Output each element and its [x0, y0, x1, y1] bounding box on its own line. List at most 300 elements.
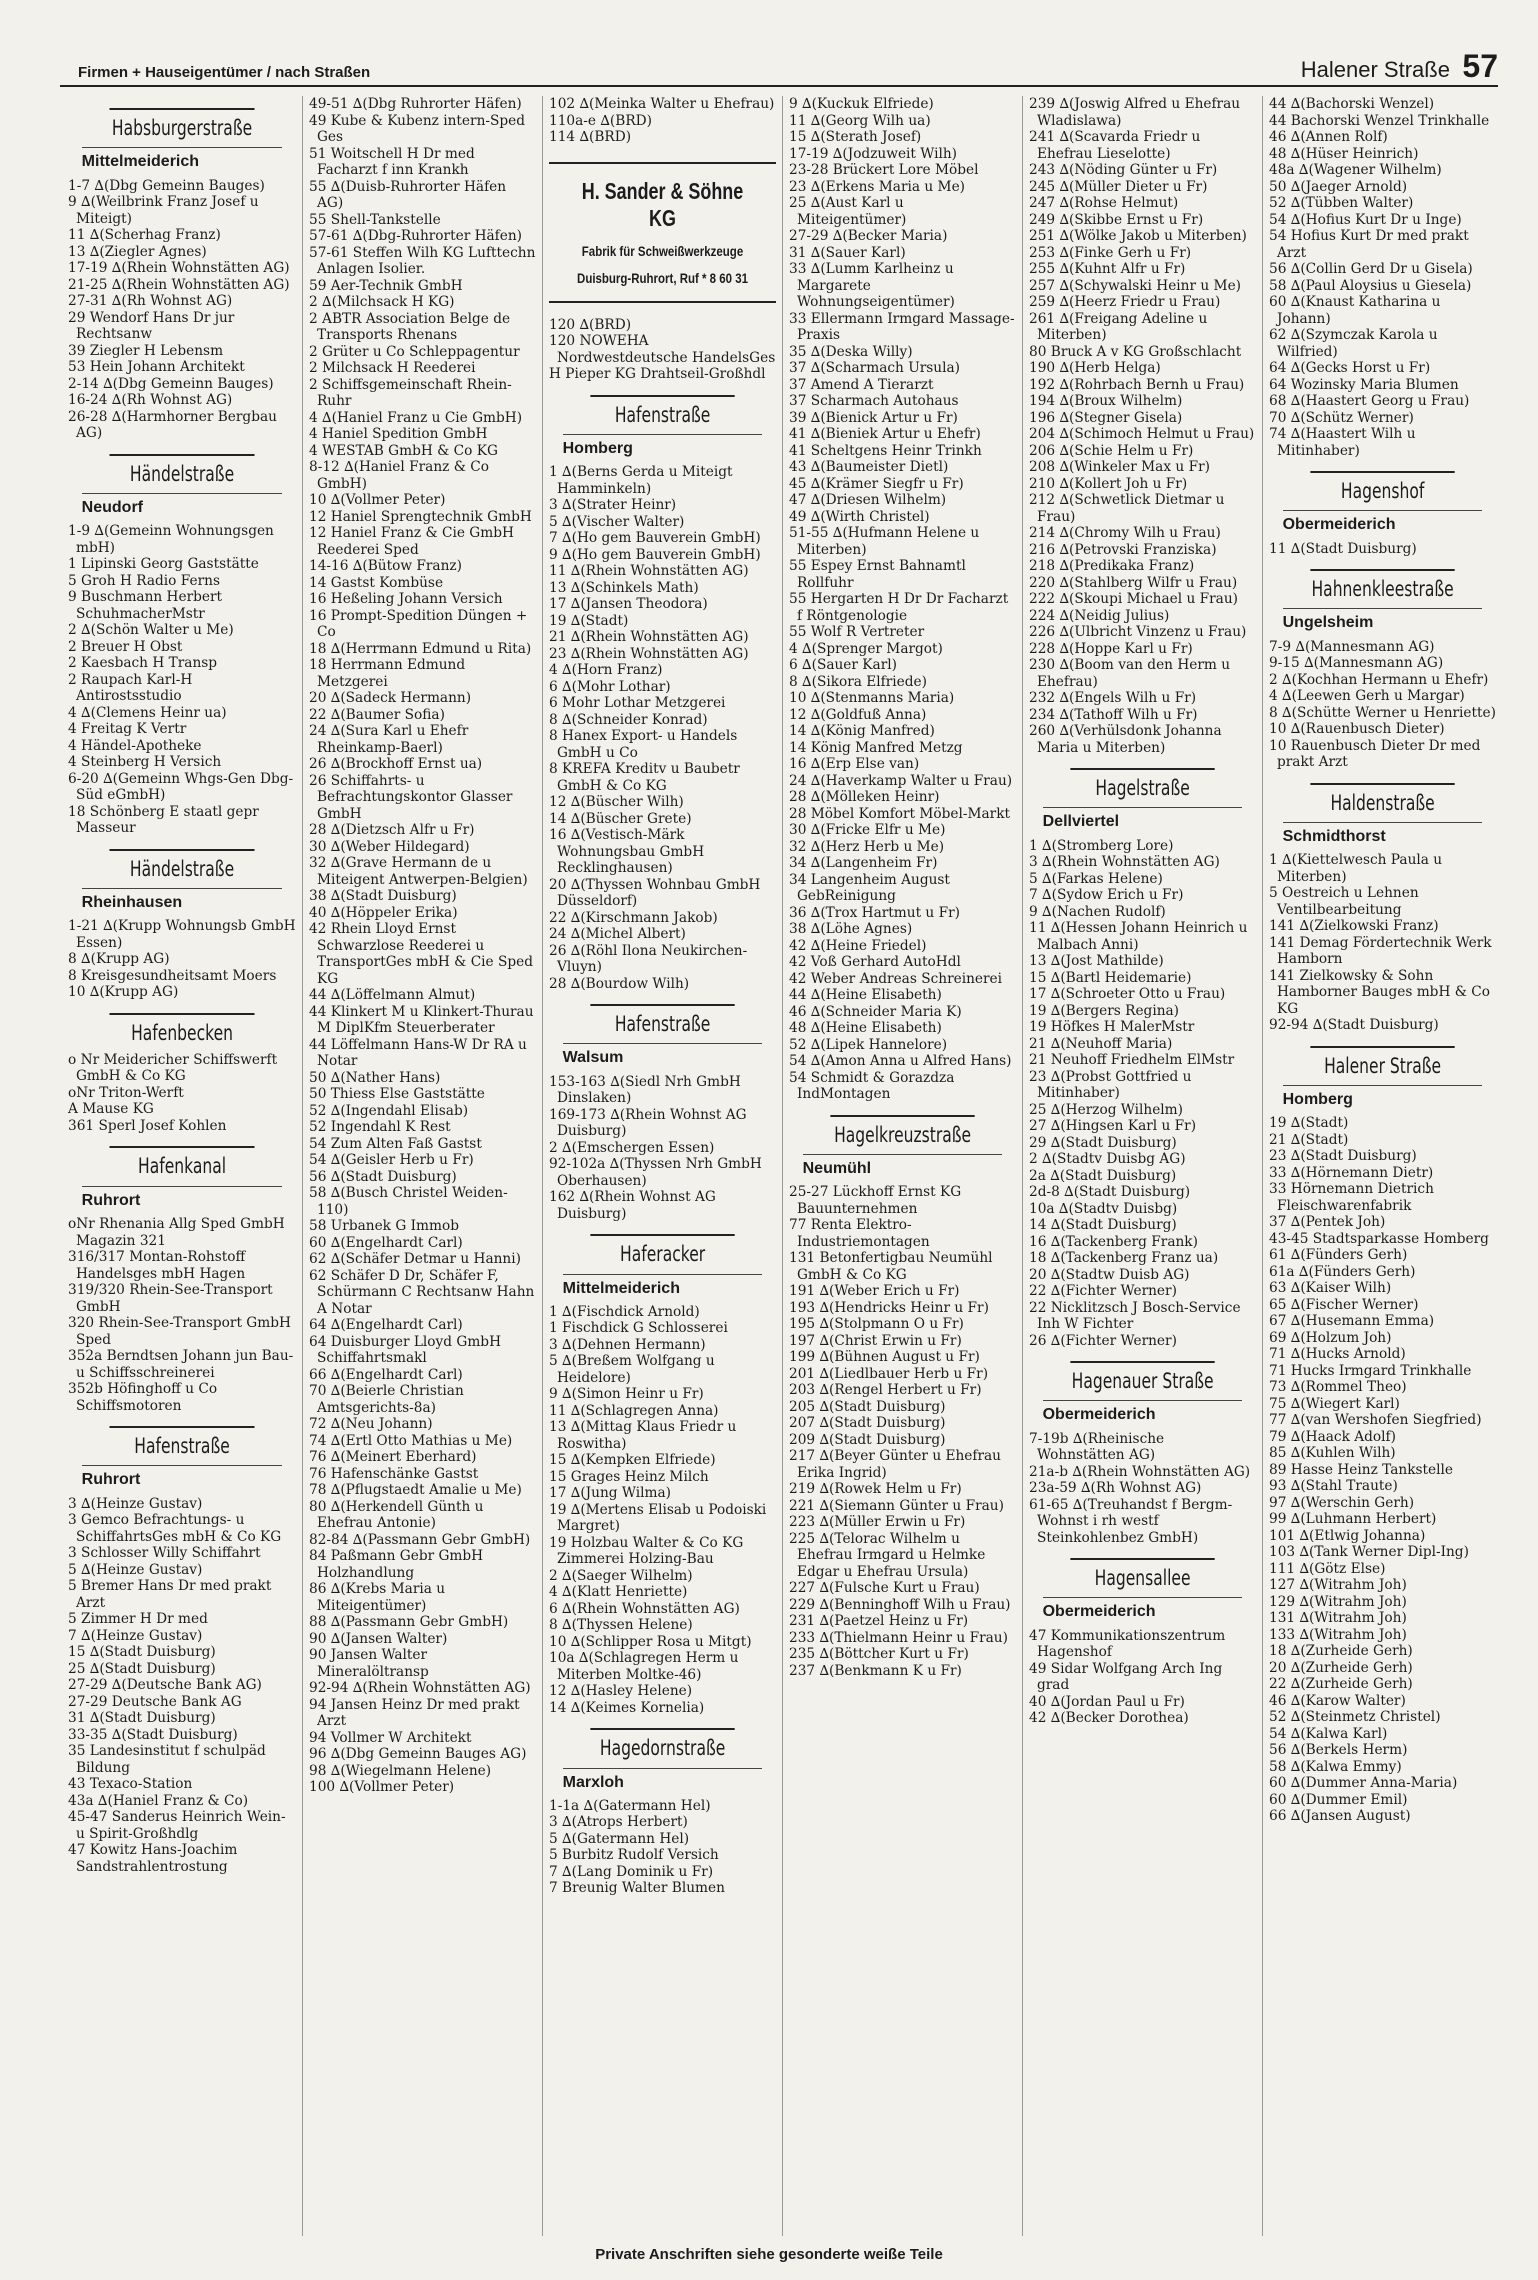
directory-entry: 25 ∆(Aust Karl u Miteigentümer) [789, 195, 907, 228]
directory-entry: 3 ∆(Rhein Wohnstätten AG) [1029, 854, 1220, 871]
ad-address: Duisburg-Ruhrort, Ruf * 8 60 31 [577, 269, 748, 286]
directory-entry: 46 ∆(Annen Rolf) [1269, 129, 1388, 145]
directory-entry: 209 ∆(Stadt Duisburg) [789, 1431, 946, 1448]
directory-entry: 26-28 ∆(Harmhorner Bergbau AG) [68, 408, 277, 442]
directory-entry: 23 ∆(Stadt Duisburg) [1269, 1148, 1417, 1165]
directory-entry: 12 Haniel Sprengtechnik GmbH [309, 508, 532, 525]
directory-entry: 217 ∆(Beyer Günter u Ehefrau Erika Ingrid) [789, 1448, 1001, 1481]
district-name: Homberg [563, 434, 763, 458]
directory-entry: 35 ∆(Deska Willy) [789, 343, 913, 360]
district-name: Ungelsheim [1283, 608, 1483, 632]
directory-entry: 203 ∆(Rengel Herbert u Fr) [789, 1382, 982, 1399]
directory-entry: 201 ∆(Liedlbauer Herb u Fr) [789, 1365, 989, 1382]
directory-entry: 48 ∆(Hüser Heinrich) [1269, 145, 1419, 162]
directory-entry: 3 ∆(Atrops Herbert) [549, 1814, 688, 1831]
directory-entry: 24 ∆(Michel Albert) [549, 926, 686, 943]
directory-entry: 57-61 Steffen Wilh KG Lufttechn Anlagen Isolier. [309, 244, 536, 277]
directory-entry: 223 ∆(Müller Erwin u Fr) [789, 1514, 966, 1531]
directory-entry: 67 ∆(Husemann Emma) [1269, 1313, 1435, 1330]
directory-entry: 41 ∆(Bieniek Artur u Ehefr) [789, 426, 981, 442]
directory-entry: 199 ∆(Bühnen August u Fr) [789, 1349, 980, 1366]
directory-entry: 162 ∆(Rhein Wohnst AG Duisburg) [549, 1189, 716, 1222]
directory-entry: 253 ∆(Finke Gerh u Fr) [1029, 244, 1192, 261]
directory-entry: 54 ∆(Geisler Herb u Fr) [309, 1152, 474, 1168]
directory-entry: 14 Gastst Kombüse [309, 574, 444, 591]
directory-entry: 13 ∆(Jost Mathilde) [1029, 953, 1164, 970]
directory-entry: 222 ∆(Skoupi Michael u Frau) [1029, 591, 1238, 607]
directory-entry: 50 Thiess Else Gaststätte [309, 1086, 485, 1102]
directory-entry: 25 ∆(Herzog Wilhelm) [1029, 1101, 1184, 1118]
directory-entry: 44 Klinkert M u Klinkert-Thurau M DiplKfm Steuerberater [309, 1003, 534, 1036]
directory-entry: 16 Prompt-Spedition Düngen + Co [309, 607, 528, 640]
directory-entry: 49-51 ∆(Dbg Ruhrorter Häfen) [309, 96, 522, 112]
directory-entry: 33 ∆(Lumm Karlheinz u Margarete Wohnungseigentümer) [789, 261, 955, 310]
directory-entry: 1 ∆(Fischdick Arnold) [549, 1303, 700, 1320]
directory-entry: 7-19b ∆(Rheinische Wohnstätten AG) [1029, 1430, 1165, 1464]
directory-entry: 15 ∆(Kempken Elfriede) [549, 1452, 716, 1469]
directory-entry: 72 ∆(Neu Johann) [309, 1416, 433, 1432]
directory-entry: 8 ∆(Krupp AG) [68, 951, 170, 968]
directory-entry: 208 ∆(Winkeler Max u Fr) [1029, 459, 1210, 475]
directory-entry: 9 Buschmann Herbert SchuhmacherMstr [68, 589, 223, 622]
directory-entry: 33 Hörnemann Dietrich Fleischwarenfabrik [1269, 1181, 1434, 1214]
directory-entry: 153-163 ∆(Siedl Nrh GmbH Dinslaken) [549, 1073, 741, 1107]
directory-entry: 79 ∆(Haack Adolf) [1269, 1428, 1396, 1445]
directory-entry: 60 ∆(Dummer Anna-Maria) [1269, 1775, 1458, 1792]
directory-entry: 319/320 Rhein-See-Transport GmbH [68, 1282, 273, 1315]
directory-entry: 194 ∆(Broux Wilhelm) [1029, 393, 1183, 409]
directory-entry: 51 Woitschell H Dr med Facharzt f inn Krankh [309, 145, 475, 178]
directory-entry: 71 ∆(Hucks Arnold) [1269, 1346, 1406, 1363]
directory-entry: 8-12 ∆(Haniel Franz & Co GmbH) [309, 459, 489, 492]
directory-entry: 45 ∆(Krämer Siegfr u Fr) [789, 475, 964, 492]
directory-entry: 13 ∆(Ziegler Agnes) [68, 243, 207, 260]
street-name: Hagedornstraße [590, 1728, 734, 1761]
directory-entry: 2a ∆(Stadt Duisburg) [1029, 1167, 1177, 1184]
directory-entry: 98 ∆(Wiegelmann Helene) [309, 1762, 492, 1779]
directory-entry: 259 ∆(Heerz Friedr u Frau) [1029, 294, 1221, 310]
directory-entry: 141 Zielkowsky & Sohn Hamborner Bauges mbH & Co KG [1269, 967, 1490, 1017]
district-name: Ruhrort [82, 1465, 283, 1489]
directory-entry: 6 Mohr Lothar Metzgerei [549, 695, 726, 712]
directory-entry: 14 ∆(Stadt Duisburg) [1029, 1217, 1177, 1234]
header-section-title: Firmen + Hauseigentümer / nach Straßen [78, 64, 371, 81]
directory-entry: 8 Hanex Export- u Handels GmbH u Co [549, 728, 738, 761]
directory-entry: 55 Espey Ernst Bahnamtl Rollfuhr [789, 558, 966, 591]
directory-entry: 20 ∆(Sadeck Hermann) [309, 690, 472, 706]
directory-entry: 19 ∆(Bergers Regina) [1029, 1002, 1180, 1019]
directory-entry: 255 ∆(Kuhnt Alfr u Fr) [1029, 261, 1186, 277]
directory-entry: 22 ∆(Zurheide Gerh) [1269, 1676, 1413, 1693]
page-header [60, 45, 1498, 87]
directory-entry: 195 ∆(Stolpmann O u Fr) [789, 1316, 964, 1333]
directory-entry: 21 ∆(Rhein Wohnstätten AG) [549, 629, 749, 646]
directory-entry: H Pieper KG Drahtseil-Großhdl [549, 366, 766, 383]
header-right [1301, 48, 1498, 85]
directory-entry: 92-94 ∆(Stadt Duisburg) [1269, 1017, 1439, 1034]
directory-entry: 26 ∆(Röhl Ilona Neukirchen-Vluyn) [549, 942, 748, 976]
directory-entry: 110a-e ∆(BRD) [549, 112, 652, 129]
directory-entry: 30 ∆(Weber Hildegard) [309, 838, 470, 855]
directory-entry: 57-61 ∆(Dbg-Ruhrorter Häfen) [309, 228, 523, 244]
directory-entry: 17 ∆(Schroeter Otto u Frau) [1029, 986, 1226, 1003]
directory-entry: 19 ∆(Mertens Elisab u Podoiski Margret) [549, 1501, 767, 1535]
directory-entry: 52 Ingendahl K Rest [309, 1119, 451, 1135]
directory-entry: 103 ∆(Tank Werner Dipl-Ing) [1269, 1544, 1469, 1561]
directory-entry: 247 ∆(Rohse Helmut) [1029, 195, 1179, 211]
directory-entry: 43 ∆(Baumeister Dietl) [789, 459, 949, 475]
directory-entry: 64 Wozinsky Maria Blumen [1269, 376, 1459, 393]
directory-entry: 24 ∆(Sura Karl u Ehefr Rheinkamp-Baerl) [309, 723, 469, 756]
directory-entry: 77 ∆(van Wershofen Siegfried) [1269, 1412, 1482, 1429]
directory-entry: 54 ∆(Amon Anna u Alfred Hans) [789, 1053, 1012, 1069]
street-heading [68, 1013, 296, 1046]
directory-entry: 26 Schiffahrts- u Befrachtungskontor Glasser GmbH [309, 772, 513, 822]
directory-entry: 231 ∆(Paetzel Heinz u Fr) [789, 1613, 969, 1630]
directory-entry: 226 ∆(Ulbricht Vinzenz u Frau) [1029, 624, 1247, 640]
directory-entry: 39 ∆(Bienick Artur u Fr) [789, 409, 958, 426]
directory-entry: 197 ∆(Christ Erwin u Fr) [789, 1332, 962, 1349]
directory-entry: 12 ∆(Hasley Helene) [549, 1683, 693, 1700]
street-heading [549, 1728, 776, 1761]
directory-entry: 218 ∆(Predikaka Franz) [1029, 558, 1195, 574]
street-name: Händelstraße [109, 849, 254, 882]
district-name: Obermeiderich [1043, 1597, 1243, 1621]
directory-entry: 19 ∆(Stadt) [1269, 1115, 1349, 1132]
directory-entry: 10a ∆(Schlagregen Herm u Miterben Moltke-46) [549, 1650, 739, 1683]
directory-entry: 2 Schiffsgemeinschaft Rhein-Ruhr [309, 376, 512, 409]
directory-entry: 11 ∆(Georg Wilh ua) [789, 112, 931, 129]
directory-entry: 56 ∆(Berkels Herm) [1269, 1742, 1408, 1759]
directory-entry: 193 ∆(Hendricks Heinr u Fr) [789, 1299, 989, 1316]
directory-entry: 90 ∆(Jansen Walter) [309, 1630, 448, 1647]
street-heading [68, 849, 296, 882]
street-name: Hahnenkleestraße [1310, 569, 1454, 602]
directory-entry: 23-28 Brückert Lore Möbel [789, 162, 979, 178]
district-name: Mittelmeiderich [563, 1274, 763, 1298]
directory-column-5 [1022, 96, 1262, 2236]
directory-entry: 131 ∆(Witrahm Joh) [1269, 1610, 1407, 1627]
directory-entry: 10a ∆(Stadtv Duisbg) [1029, 1200, 1178, 1217]
directory-column-3 [542, 96, 782, 2236]
directory-entry: 15 ∆(Stadt Duisburg) [68, 1644, 216, 1661]
directory-entry: 4 WESTAB GmbH & Co KG [309, 442, 498, 459]
directory-entry: 2 ∆(Saeger Wilhelm) [549, 1567, 693, 1584]
directory-entry: 42 Voß Gerhard AutoHdl [789, 954, 961, 970]
directory-entry: 220 ∆(Stahlberg Wilfr u Frau) [1029, 574, 1238, 591]
directory-entry: 3 ∆(Heinze Gustav) [68, 1495, 203, 1512]
directory-entry: 12 ∆(Büscher Wilh) [549, 794, 684, 811]
directory-entry: 207 ∆(Stadt Duisburg) [789, 1415, 946, 1432]
directory-entry: 49 Sidar Wolfgang Arch Ing grad [1029, 1660, 1223, 1694]
directory-entry: 7 Breunig Walter Blumen [549, 1880, 725, 1897]
directory-entry: 5 Burbitz Rudolf Versich [549, 1847, 719, 1864]
directory-entry: 8 ∆(Schneider Konrad) [549, 711, 708, 728]
directory-entry: 9-15 ∆(Mannesmann AG) [1269, 655, 1444, 672]
directory-entry: 70 ∆(Schütz Werner) [1269, 409, 1414, 426]
directory-entry: 54 Schmidt & Gorazdza IndMontagen [789, 1069, 955, 1102]
directory-entry: 82-84 ∆(Passmann Gebr GmbH) [309, 1531, 531, 1548]
directory-entry: 52 ∆(Steinmetz Christel) [1269, 1709, 1441, 1726]
directory-entry: 16-24 ∆(Rh Wohnst AG) [68, 392, 233, 409]
directory-entry: 243 ∆(Nöding Günter u Fr) [1029, 162, 1218, 178]
directory-entry: 94 Vollmer W Architekt [309, 1729, 472, 1746]
directory-entry: 16 ∆(Tackenberg Frank) [1029, 1233, 1198, 1250]
page-number: 57 [1462, 48, 1498, 84]
directory-entry: 129 ∆(Witrahm Joh) [1269, 1593, 1407, 1610]
directory-entry: 4 Freitag K Vertr [68, 721, 187, 738]
street-heading [68, 1426, 296, 1459]
directory-entry: 11 ∆(Scherhag Franz) [68, 227, 221, 244]
directory-entry: 5 Groh H Radio Ferns [68, 572, 220, 589]
street-name: Haldenstraße [1310, 783, 1454, 816]
directory-entry: 5 ∆(Gatermann Hel) [549, 1830, 690, 1847]
directory-entry: 5 Oestreich u Lehnen Ventilbearbeitung [1269, 885, 1419, 918]
directory-entry: 12 ∆(Goldfuß Anna) [789, 706, 927, 723]
street-heading [1269, 783, 1496, 816]
directory-entry: 9 ∆(Simon Heinr u Fr) [549, 1386, 704, 1403]
directory-entry: 1 ∆(Stromberg Lore) [1029, 837, 1174, 854]
directory-entry: 26 ∆(Fichter Werner) [1029, 1332, 1177, 1349]
directory-entry: 64 ∆(Gecks Horst u Fr) [1269, 360, 1431, 376]
directory-entry: 1-7 ∆(Dbg Gemeinn Bauges) [68, 177, 265, 194]
directory-entry: 37 ∆(Scharmach Ursula) [789, 360, 960, 376]
directory-entry: 221 ∆(Siemann Günter u Frau) [789, 1497, 1004, 1514]
directory-entry: 58 ∆(Kalwa Emmy) [1269, 1758, 1402, 1775]
directory-entry: 19 Höfkes H MalerMstr [1029, 1019, 1195, 1036]
directory-entry: 6 ∆(Mohr Lothar) [549, 678, 671, 695]
directory-entry: 20 ∆(Stadtw Duisb AG) [1029, 1266, 1190, 1283]
directory-entry: 1 Fischdick G Schlosserei [549, 1320, 728, 1337]
directory-entry: 35 Landesinstitut f schulpäd Bildung [68, 1743, 266, 1776]
directory-entry: 60 ∆(Knaust Katharina u Johann) [1269, 294, 1441, 327]
directory-entry: 31 ∆(Sauer Karl) [789, 244, 906, 261]
directory-entry: 21-25 ∆(Rhein Wohnstätten AG) [68, 276, 290, 293]
directory-entry: 28 ∆(Bourdow Wilh) [549, 975, 690, 992]
directory-entry: 10 ∆(Rauenbusch Dieter) [1269, 721, 1445, 738]
directory-entry: 42 ∆(Heine Friedel) [789, 937, 927, 954]
directory-entry: 111 ∆(Götz Else) [1269, 1560, 1386, 1577]
directory-entry: 40 ∆(Höppeler Erika) [309, 904, 458, 921]
directory-entry: 6 ∆(Rhein Wohnstätten AG) [549, 1600, 740, 1617]
directory-entry: 17-19 ∆(Rhein Wohnstätten AG) [68, 260, 290, 277]
street-name: Hafenkanal [109, 1146, 254, 1179]
directory-entry: 29 ∆(Stadt Duisburg) [1029, 1134, 1177, 1151]
directory-entry: 245 ∆(Müller Dieter u Fr) [1029, 178, 1208, 195]
directory-entry: 52 ∆(Lipek Hannelore) [789, 1036, 948, 1053]
directory-entry: 2 ∆(Milchsack H KG) [309, 294, 455, 310]
directory-entry: 18 ∆(Zurheide Gerh) [1269, 1643, 1413, 1660]
directory-entry: 41 Scheltgens Heinr Trinkh [789, 442, 982, 459]
directory-entry: 65 ∆(Fischer Werner) [1269, 1296, 1419, 1313]
street-name: Habsburgerstraße [109, 108, 254, 141]
directory-entry: 51-55 ∆(Hufmann Helene u Miterben) [789, 525, 980, 558]
directory-entry: 14 König Manfred Metzg [789, 739, 963, 756]
directory-entry: 90 Jansen Walter Mineralöltransp [309, 1647, 429, 1680]
directory-entry: 54 ∆(Hofius Kurt Dr u Inge) [1269, 211, 1462, 228]
directory-entry: 100 ∆(Vollmer Peter) [309, 1779, 455, 1795]
directory-entry: 27-31 ∆(Rh Wohnst AG) [68, 293, 233, 310]
directory-entry: 234 ∆(Tathoff Wilh u Fr) [1029, 706, 1198, 723]
directory-entry: 71 Hucks Irmgard Trinkhalle [1269, 1362, 1472, 1379]
directory-entry: 62 ∆(Schäfer Detmar u Hanni) [309, 1251, 521, 1267]
directory-column-2 [302, 96, 542, 2236]
directory-entry: 22 ∆(Fichter Werner) [1029, 1283, 1177, 1300]
directory-entry: 32 ∆(Herz Herb u Me) [789, 838, 945, 855]
directory-entry: 17-19 ∆(Jodzuweit Wilh) [789, 145, 958, 162]
directory-entry: 5 ∆(Farkas Helene) [1029, 870, 1163, 887]
page-footer: Private Anschriften siehe gesonderte weiße Teile [595, 2246, 943, 2263]
directory-entry: 5 ∆(Vischer Walter) [549, 513, 685, 530]
directory-entry: 63 ∆(Kaiser Wilh) [1269, 1280, 1392, 1297]
directory-entry: 11 ∆(Hessen Johann Heinrich u Malbach Anni) [1029, 920, 1248, 953]
directory-entry: 1-9 ∆(Gemeinn Wohnungsgen mbH) [68, 523, 274, 556]
directory-entry: 66 ∆(Jansen August) [1269, 1808, 1411, 1825]
directory-entry: 54 Zum Alten Faß Gastst [309, 1135, 482, 1152]
directory-entry: 61 ∆(Fünders Gerh) [1269, 1247, 1408, 1264]
directory-entry: 58 ∆(Paul Aloysius u Giesela) [1269, 277, 1472, 294]
directory-entry: 34 ∆(Langenheim Fr) [789, 855, 938, 871]
directory-entry: 2 ABTR Association Belge de Transports Rhenans [309, 310, 511, 343]
directory-entry: 235 ∆(Böttcher Kurt u Fr) [789, 1646, 969, 1663]
directory-entry: 37 ∆(Pentek Joh) [1269, 1214, 1386, 1231]
directory-entry: 54 ∆(Kalwa Karl) [1269, 1725, 1388, 1742]
street-heading [1269, 1046, 1496, 1079]
district-name: Obermeiderich [1283, 510, 1483, 534]
directory-entry: 48 ∆(Heine Elisabeth) [789, 1020, 942, 1036]
street-name: Hafenbecken [109, 1013, 254, 1046]
directory-entry: 11 ∆(Rhein Wohnstätten AG) [549, 563, 749, 580]
directory-entry: 9 ∆(Nachen Rudolf) [1029, 903, 1166, 920]
directory-entry: 14-16 ∆(Bütow Franz) [309, 558, 462, 574]
directory-entry: 5 Zimmer H Dr med [68, 1611, 208, 1628]
street-heading [549, 395, 776, 428]
directory-entry: 40 ∆(Jordan Paul u Fr) [1029, 1693, 1185, 1710]
directory-entry: 42 Weber Andreas Schreinerei [789, 970, 1003, 987]
directory-entry: 62 Schäfer D Dr, Schäfer F, Schürmann C Rechtsanw Hahn A Notar [309, 1267, 535, 1317]
district-name: Rheinhausen [82, 888, 283, 912]
directory-entry: 42 ∆(Becker Dorothea) [1029, 1710, 1189, 1727]
directory-entry: 55 ∆(Duisb-Ruhrorter Häfen AG) [309, 178, 507, 211]
directory-entry: 46 ∆(Karow Walter) [1269, 1692, 1406, 1709]
street-name: Halener Straße [1310, 1046, 1454, 1079]
directory-entry: 45-47 Sanderus Heinrich Wein- u Spirit-Großhdlg [68, 1809, 286, 1842]
directory-entry: 22 ∆(Baumer Sofia) [309, 706, 445, 723]
directory-entry: 13 ∆(Schinkels Math) [549, 579, 699, 596]
directory-entry: 6-20 ∆(Gemeinn Whgs-Gen Dbg-Süd eGmbH) [68, 770, 294, 804]
directory-entry: oNr Triton-Werft [68, 1084, 184, 1101]
directory-entry: 88 ∆(Passmann Gebr GmbH) [309, 1614, 509, 1630]
directory-entry: 4 ∆(Clemens Heinr ua) [68, 704, 227, 721]
directory-entry: 214 ∆(Chromy Wilh u Frau) [1029, 525, 1221, 541]
directory-entry: 92-102a ∆(Thyssen Nrh GmbH Oberhausen) [549, 1156, 762, 1189]
directory-entry: 8 KREFA Kreditv u Baubetr GmbH & Co KG [549, 761, 740, 794]
directory-entry: 9 ∆(Ho gem Bauverein GmbH) [549, 546, 761, 563]
directory-entry: 2 Milchsack H Reederei [309, 360, 476, 376]
directory-entry: 251 ∆(Wölke Jakob u Miterben) [1029, 228, 1247, 244]
directory-entry: 74 ∆(Haastert Wilh u Mitinhaber) [1269, 426, 1416, 459]
directory-entry: 120 ∆(BRD) [549, 316, 632, 333]
directory-entry: 212 ∆(Schwetlick Dietmar u Frau) [1029, 492, 1225, 525]
directory-entry: 14 ∆(König Manfred) [789, 723, 935, 739]
directory-entry: 205 ∆(Stadt Duisburg) [789, 1398, 946, 1415]
directory-entry: 47 ∆(Driesen Wilhelm) [789, 492, 947, 508]
directory-entry: 206 ∆(Schie Helm u Fr) [1029, 442, 1194, 459]
street-heading [1029, 1361, 1256, 1394]
directory-entry: 38 ∆(Löhe Agnes) [789, 921, 913, 937]
directory-entry: 2 Breuer H Obst [68, 638, 183, 655]
directory-entry: 237 ∆(Benkmann K u Fr) [789, 1662, 962, 1679]
ad-subtitle: Fabrik für Schweißwerkzeuge [581, 242, 744, 259]
street-name: Hagelstraße [1070, 768, 1214, 801]
directory-entry: 93 ∆(Stahl Traute) [1269, 1478, 1398, 1495]
street-heading [1269, 471, 1496, 504]
directory-entry: 53 Hein Johann Architekt [68, 359, 245, 376]
directory-column-1 [62, 96, 302, 2236]
directory-entry: 39 Ziegler H Lebensm [68, 342, 224, 359]
directory-entry: 86 ∆(Krebs Maria u Miteigentümer) [309, 1581, 446, 1614]
directory-entry: 55 Shell-Tankstelle [309, 211, 441, 228]
directory-entry: 133 ∆(Witrahm Joh) [1269, 1626, 1407, 1643]
directory-entry: 196 ∆(Stegner Gisela) [1029, 409, 1183, 426]
directory-entry: 13 ∆(Mittag Klaus Friedr u Roswitha) [549, 1419, 737, 1452]
street-heading [789, 1115, 1016, 1148]
directory-entry: 22 Nicklitzsch J Bosch-Service Inh W Fichter [1029, 1299, 1241, 1333]
directory-entry: 55 Hergarten H Dr Dr Facharzt f Röntgenologie [789, 591, 1009, 624]
directory-entry: 169-173 ∆(Rhein Wohnst AG Duisburg) [549, 1106, 747, 1140]
directory-entry: 8 ∆(Schütte Werner u Henriette) [1269, 704, 1496, 721]
directory-entry: 44 ∆(Heine Elisabeth) [789, 987, 942, 1003]
directory-entry: 52 ∆(Ingendahl Elisab) [309, 1102, 469, 1119]
directory-entry: 92-94 ∆(Rhein Wohnstätten AG) [309, 1680, 531, 1696]
directory-entry: 64 Duisburger Lloyd GmbH Schiffahrtsmakl [309, 1333, 501, 1366]
directory-entry: 101 ∆(Etlwig Johanna) [1269, 1527, 1426, 1544]
street-heading [68, 108, 296, 141]
directory-entry: 10 ∆(Krupp AG) [68, 984, 179, 1001]
directory-entry: 4 Händel-Apotheke [68, 737, 202, 754]
directory-entry: 48a ∆(Wagener Wilhelm) [1269, 162, 1442, 178]
directory-entry: 15 Grages Heinz Milch [549, 1468, 709, 1485]
directory-entry: 66 ∆(Engelhardt Carl) [309, 1366, 463, 1383]
directory-entry: 70 ∆(Beierle Christian Amtsgerichts-8a) [309, 1383, 464, 1416]
directory-columns [62, 96, 1502, 2236]
ad-company-name: H. Sander & Söhne KG [581, 177, 744, 232]
directory-entry: 204 ∆(Schimoch Helmut u Frau) [1029, 426, 1255, 442]
directory-entry: 33 Ellermann Irmgard Massage-Praxis [789, 310, 1015, 343]
directory-entry: 37 Amend A Tierarzt [789, 376, 934, 393]
directory-entry: 19 ∆(Stadt) [549, 612, 629, 629]
directory-entry: 38 ∆(Stadt Duisburg) [309, 888, 457, 904]
directory-entry: 320 Rhein-See-Transport GmbH Sped [68, 1315, 291, 1348]
directory-entry: 216 ∆(Petrovski Franziska) [1029, 541, 1217, 558]
directory-entry: 4 Steinberg H Versich [68, 754, 222, 771]
directory-entry: 4 Haniel Spedition GmbH [309, 426, 488, 442]
directory-entry: 14 ∆(Keimes Kornelia) [549, 1699, 705, 1716]
directory-entry: 21 Neuhoff Friedhelm ElMstr [1029, 1052, 1235, 1069]
directory-entry: 43 Texaco-Station [68, 1776, 193, 1793]
directory-entry: 27-29 Deutsche Bank AG [68, 1693, 242, 1710]
directory-entry: 47 Kowitz Hans-Joachim Sandstrahlentrostung [68, 1842, 238, 1875]
directory-entry: 352a Berndtsen Johann jun Bau- u Schiffsschreinerei [68, 1348, 294, 1381]
directory-entry: 5 ∆(Heinze Gustav) [68, 1561, 203, 1578]
directory-entry: 42 Rhein Lloyd Ernst Schwarzlose Reederei u TransportGes mbH & Cie Sped KG [309, 921, 533, 987]
directory-entry: 127 ∆(Witrahm Joh) [1269, 1577, 1407, 1594]
directory-entry: 97 ∆(Werschin Gerh) [1269, 1494, 1415, 1511]
district-name: Schmidthorst [1283, 822, 1483, 846]
directory-entry: 85 ∆(Kuhlen Wilh) [1269, 1445, 1396, 1462]
directory-entry: 2 Grüter u Co Schleppagentur [309, 343, 520, 360]
directory-entry: 1 ∆(Kiettelwesch Paula u Miterben) [1269, 852, 1443, 885]
